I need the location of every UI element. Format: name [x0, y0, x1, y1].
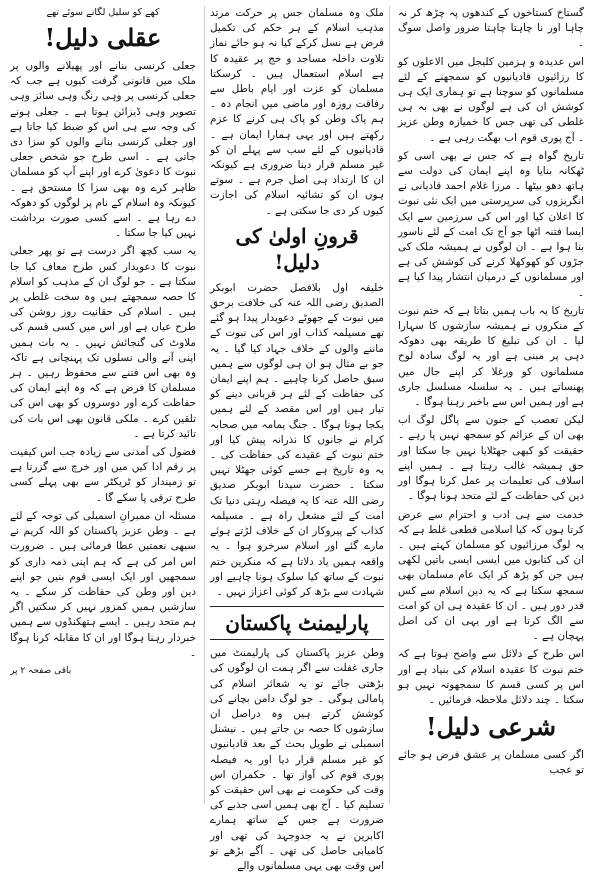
section-heading-aqli-dalil: عقلی دلیل! — [44, 23, 162, 52]
column-middle — [204, 6, 390, 872]
paragraph: خلیفہ اول بلافصل حضرت ابوبکر الصدیق رضی اللہ عنہ کی خلافت برحق میں نبوت کے جھوٹے دعویدار پیدا ہو گئے تھے مسیلمہ کذاب اور اس کی نبوت کے ماننے والوں کے خلاف جہاد کیا گیا ۔ یہ جو بے مثال ہو ان ہی لوگوں سے ہمیں سبق حاصل کرنا چاہیے ۔ ہم اپنے ایمان کی حفاظت کے لئے ہر قربانی دینے کو تیار ہیں اور اس مقصد کے لئے ہمیں یکجا ہونا ہوگا ۔ جنگ یمامہ میں صحابہ کرام نے جانوں کا نذرانہ پیش کیا اور ختم نبوت کے عقیدے کی حفاظت کی ۔ یہ وہ تاریخ ہے جسے کوئی جھٹلا نہیں سکتا ۔ حضرت سیدنا ابوبکر صدیق رضی اللہ عنہ کا یہ فیصلہ رہتی دنیا تک امت کے لئے مشعل راہ ہے ۔ مسیلمہ کذاب کے پیروکار ان کے خلاف لڑتے ہوئے مارے گئے اور اسلام سرخرو ہوا ۔ یہ واقعہ ہمیں یاد دلاتا ہے کہ منکرین ختم نبوت کے ساتھ کیا سلوک ہونا چاہیے اور شہادت سے بڑھ کر کوئی اعزاز نہیں ۔ — [210, 281, 384, 598]
paragraph: جعلی کرنسی بنانے اور پھیلانے والوں پر ملک میں قانونی گرفت کیوں ہے جب کہ جعلی کرنسی پر وہی رنگ وہی سائز وہی تصویر وہی ڈیزائن ہوتا ہے ۔ جعلی ہونے کی وجہ سے ہی اس کو ضبط کیا جاتا ہے اور جعلی کرنسی بنانے والوں کو سزا دی جاتی ہے ۔ اسی طرح جو شخص جعلی نبوت کا دعویٰ کرے اور اپنے آپ کو مسلمان ظاہر کرے وہ بھی سزا کا مستحق ہے ۔ کیونکہ وہ اسلام کے نام پر لوگوں کو دھوکہ دے رہا ہے ۔ اسے کسی صورت برداشت نہیں کیا جا سکتا ۔ — [10, 60, 196, 240]
paragraph: لیکن تعصب کے جنون سے پاگل لوگ اب بھی ان کے عزائم کو سمجھ نہیں پا رہے ۔ حقیقت کو کبھی جھٹلایا نہیں جا سکتا اور حق ہمیشہ غالب رہتا ہے ۔ ہمیں اپنے اسلاف کی تعلیمات پر عمل کرنا ہوگا اور دین کی حفاظت کے لئے متحد ہونا ہوگا ۔ — [398, 414, 584, 503]
paragraph: وطن عزیز پاکستان کی پارلیمنٹ میں جاری غفلت سے اگر ہمت ان لوگوں کی بڑھتی جائے تو یہ شعائر اسلام کی پامالی ہوگی ۔ جو لوگ دامن بچانے کی کوشش کرتے ہیں وہ دراصل ان سازشوں کا حصہ بن جاتے ہیں ۔ نیشنل اسمبلی نے طویل بحث کے بعد قادیانیوں کو غیر مسلم قرار دیا اور یہ فیصلہ پوری قوم کی آواز تھا ۔ حکمران اس وقت کی حکومت نے بھی اس حقیقت کو تسلیم کیا ۔ آج بھی ہمیں اسی جذبے کی ضرورت ہے جس کے ساتھ ہمارے اکابرین نے یہ جدوجہد کی تھی اور کامیابی حاصل کی تھی ۔ آگے بڑھے تو اس وقت بھی یہی مسلمانوں والے — [210, 647, 384, 872]
column-right — [398, 6, 584, 804]
paragraph: تاریخ گواہ ہے کہ جس نے بھی اسی کو ٹھکانہ بنایا وہ اپنے ایمان کی دولت سے ہاتھ دھو بیٹھا ۔ مرزا غلام احمد قادیانی نے انگریزوں کی سرپرستی میں ایک نئی نبوت کا اعلان کیا اور اس کی سرزمین سے ایک ایسا فتنہ اٹھا جو آج تک امت کے لئے ناسور بنا ہوا ہے ۔ ان لوگوں نے ہمیشہ ملک کی جڑوں کو کھوکھلا کرنے کی کوشش کی ہے اور مسلمانوں کے درمیان انتشار پیدا کیا ہے ۔ — [398, 149, 584, 299]
section-heading-shari-dalil: شرعی دلیل! — [426, 712, 556, 742]
section-heading-parliament-pakistan: پارلیمنٹ پاکستان — [210, 606, 384, 640]
paragraph: گستاخ کستاخوں کے کندھوں پہ چڑھ کر نہ چاہا اور نا چاہتا چاہتا ضرور واصل سوگ ۔ — [398, 7, 584, 50]
paragraph: فضول کی آمدنی سے زیادہ جب اس کیفیت پر رقم ادا کیں میں اور خرچ سے گزرتا ہے تو زمیندار کو ٹریکٹر سے بھی پہلے کسی طرح ترقی پا سکے گا ۔ — [10, 446, 196, 504]
paragraph: یہ سب کچھ اگر درست ہے تو پھر جعلی نبوت کا دعویدار کس طرح معاف کیا جا سکتا ہے ۔ جو لوگ ان کے مذہب کو اسلام کا حصہ سمجھتے ہیں وہ سخت غلطی پر ہیں ۔ اسلام کی حقانیت روز روشن کی طرح عیاں ہے اور اس میں کسی قسم کی ملاوٹ کی گنجائش نہیں ۔ یہ بات ہمیں اپنی آنے والی نسلوں تک پہنچانی ہے تاکہ وہ بھی اس فتنے سے محفوظ رہیں ۔ ہر مسلمان کا فرض ہے کہ وہ اپنے ایمان کی حفاظت کرے اور دوسروں کو بھی اس کی تلقین کرے ۔ ملکی قانون بھی اس بات کی تائید کرتا ہے ۔ — [10, 245, 196, 440]
column-left — [10, 6, 196, 804]
closing-line: اگر کسی مسلمان پر عشق فرض ہو جائے تو عجب — [398, 749, 584, 777]
paragraph: مسئلہ ان ممبرانِ اسمبلی کی توجہ کے لئے ہے ۔ وطن عزیز پاکستان کو اللہ کریم نے سبھی نعمتیں عطا فرمائی ہیں ۔ ضرورت اس امر کی ہے کہ ہم اپنی ذمہ داری کو سمجھیں اور ایک ایسی قوم بنیں جو اپنے دین اور وطن کی حفاظت کر سکے ۔ یہ سازشیں ہمیں کمزور نہیں کر سکتیں اگر ہم متحد رہیں ۔ ایسے ہتھکنڈوں سے ہمیں خبردار رہنا ہوگا اور ان کا مقابلہ کرنا ہوگا ۔ — [10, 509, 196, 659]
paragraph: تاریخ کا یہ باب ہمیں بتاتا ہے کہ ختم نبوت کے منکروں نے ہمیشہ سازشوں کا سہارا لیا ۔ ان کی تبلیغ کا طریقہ بھی دھوکہ دہی پر مبنی ہے اور یہ لوگ سادہ لوح مسلمانوں کو ورغلا کر اپنے جال میں پھنساتے ہیں ۔ یہ سلسلہ مسلسل جاری ہے اور ہمیں اس سے باخبر رہنا ہوگا ۔ — [398, 304, 584, 409]
paragraph: خدمت سے ہی ادب و احترام سے عرض کرتا ہوں کہ کیا اسلامی قطعی غلط ہے کہ یہ لوگ مرزائیوں کو مسلمان کہتے ہیں ۔ ان کی کتابوں میں ایسی ایسی باتیں لکھی ہیں جن کو پڑھ کر ایک عام مسلمان بھی سمجھ سکتا ہے کہ یہ دین اسلام سے کس قدر دور ہیں ۔ ان کا عقیدہ ہی ان کو امت سے الگ کرتا ہے اور یہی ان کی اصل پہچان ہے ۔ — [398, 508, 584, 643]
column-subheading: کھے کو سلیل لگانے سوئے تھے — [46, 7, 160, 18]
paragraph: ملک وہ مسلمان جس پر حرکت مرتد مذہب اسلام کے ہر حکم کی تکمیل فرض ہے نسل کرکے کیا نہ ہو جائے نماز تلاوت داخلہ مساجد و حج پر عقیدہ کا ہے اسلام استعمال ہیں ۔ کرسکتا مسلمان کو عزت اور ایام باطل سے رفاقت روزہ اور ماضی میں انجام دہ ۔ ہم پاک وطن کو پاک ہی کرنے کا عزم رکھتے ہیں اور یہی ہمارا ایمان ہے ۔ قادیانیوں کے لئے سب سے پہلے ان کو غیر مسلم قرار دینا ضروری ہے کیونکہ ان کا ارتداد ہی اصل جرم ہے ۔ سوتے ہوں ان کو تشائیہ اسلام کی اجازت کیوں کر دی جا سکتی ہے ۔ — [210, 7, 384, 217]
section-heading-quroon-e-oola: قرونِ اولیٰ کی دلیل! — [235, 223, 359, 274]
paragraph: اس عدیدہ و ہزمین کلیجل میں الاعلوں کو کا رزائیوں قادیانیوں کو سمجھنے کے لئے مسلمانوں کو سوچنا ہے تو ہماری ایک ہی کوشش ان کی ہے لوگوں نے بھی بہ ہی غلطی کی تھی جس کا خمیازہ وطن عزیز ۔ آج پوری قوم اب بھگت رہی ہے ۔ — [398, 55, 584, 144]
paragraph: اس طرح کے دلائل سے واضح ہوتا ہے کہ ختم نبوت کا عقیدہ اسلام کی بنیاد ہے اور اس پر کسی قسم کا سمجھوتہ نہیں ہو سکتا ۔ چند دلائل ملاحظہ فرمائیں ۔ — [398, 648, 584, 706]
continued-note: باقی صفحہ ۲ پر — [10, 665, 72, 676]
